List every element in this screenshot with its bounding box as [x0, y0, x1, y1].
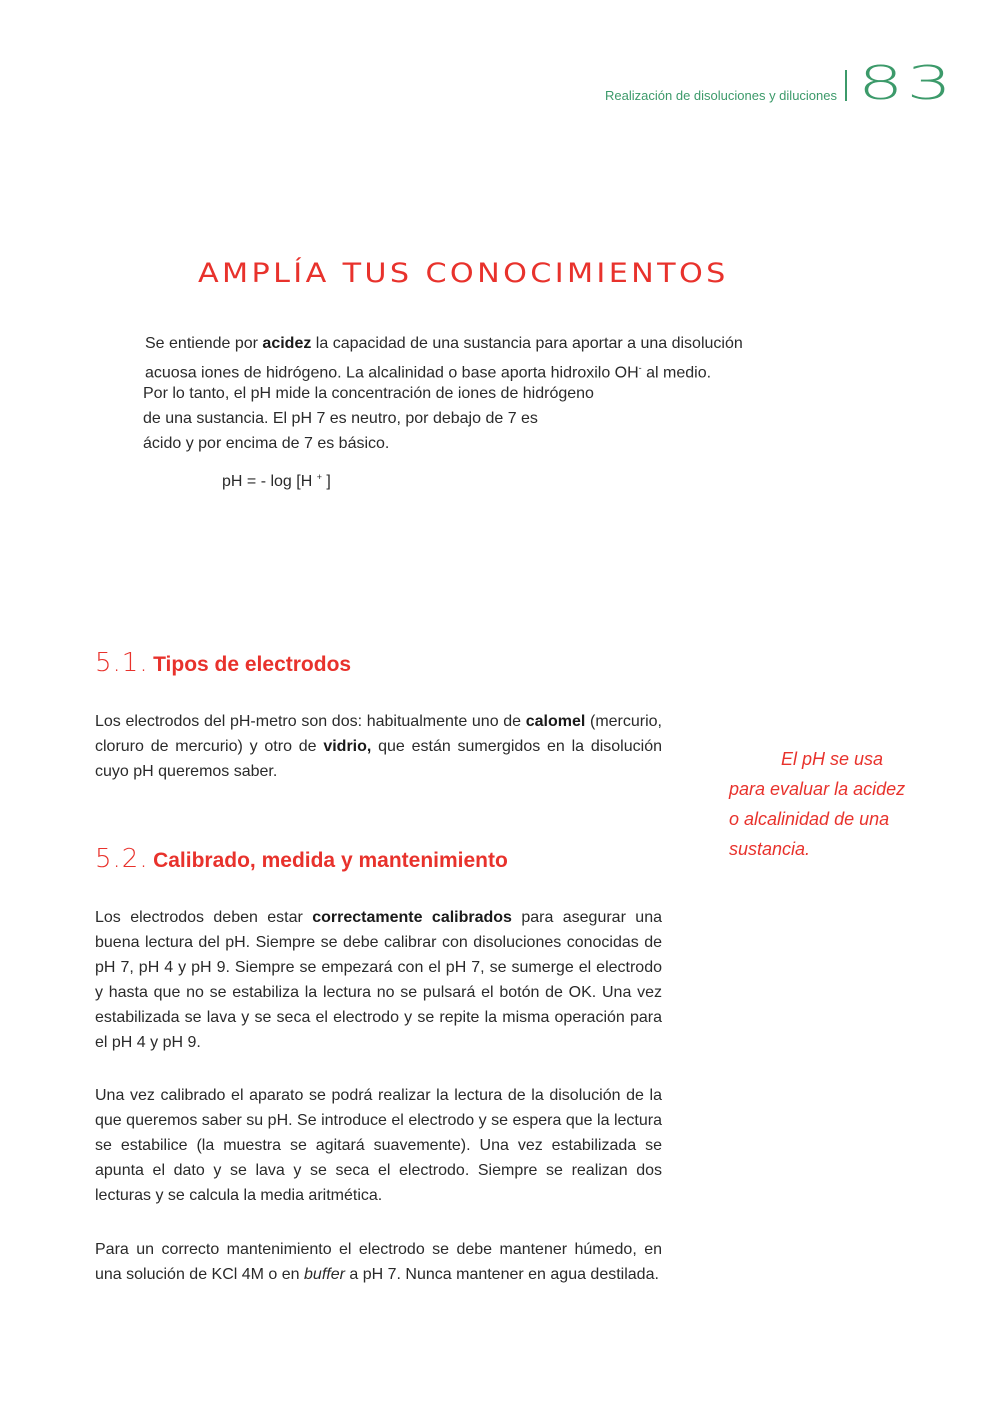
- intro-line-4: de una sustancia. El pH 7 es neutro, por debajo de 7 es: [143, 410, 538, 427]
- bold-correctamente-calibrados: correctamente calibrados: [312, 909, 512, 926]
- intro-text: al medio.: [641, 364, 712, 382]
- paragraph-text: a pH 7. Nunca mantener en agua destilada.: [344, 1266, 659, 1283]
- formula-superscript: +: [316, 472, 322, 482]
- paragraph-text: que están sumergidos en la disolución cuyo pH queremos saber.: [95, 738, 662, 780]
- intro-bold-acidez: acidez: [262, 335, 312, 352]
- intro-line-3: Por lo tanto, el pH mide la concentración de iones de hidrógeno: [143, 385, 594, 402]
- header-divider: [845, 70, 847, 101]
- main-title: AMPLÍA TUS CONOCIMIENTOS: [198, 258, 729, 289]
- section-2-paragraph-1: [95, 905, 662, 1055]
- side-note-line: para evaluar la acidez: [729, 779, 906, 799]
- page-number: 83: [858, 56, 955, 110]
- section-number: 5.1.: [95, 648, 149, 678]
- side-note: [729, 744, 929, 864]
- intro-text: Se entiende por: [145, 335, 263, 352]
- section-number: 5.2.: [95, 844, 149, 874]
- side-note-line: o alcalinidad de una: [729, 809, 890, 829]
- bold-vidrio: vidrio,: [323, 738, 372, 755]
- intro-line-5: ácido y por encima de 7 es básico.: [143, 435, 390, 452]
- intro-line-1: [145, 331, 743, 356]
- italic-buffer: buffer: [304, 1266, 345, 1283]
- intro-superscript: -: [638, 363, 642, 373]
- paragraph-text: (mercurio, cloruro de mercurio) y otro de: [95, 713, 663, 755]
- section-title: Tipos de electrodos: [153, 653, 352, 676]
- section-heading-5-2: [95, 844, 508, 874]
- section-title: Calibrado, medida y mantenimiento: [153, 849, 508, 872]
- paragraph-text: Los electrodos deben estar: [95, 909, 313, 926]
- intro-text: acuosa iones de hidrógeno. La alcalinidad o base aporta hidroxilo OH: [145, 364, 639, 382]
- section-2-paragraph-2: Una vez calibrado el aparato se podrá realizar la lectura de la disolución de la que queremos saber su pH. Se introduce el electrodo y se espera que la lectura se estabilice (la muestra se agitará suavemente). Una vez estabilizada se apunta el dato y se lava y se seca el electrodo. Siempre se realizan dos lecturas y se calcula la media aritmética.: [95, 1087, 662, 1204]
- intro-text: la capacidad de una sustancia para aportar a una disolución: [311, 335, 743, 352]
- formula-text: pH = - log [H: [222, 473, 317, 490]
- formula-text: ]: [321, 473, 331, 490]
- section-heading-5-1: [95, 648, 351, 678]
- running-head: Realización de disoluciones y diluciones: [605, 88, 837, 103]
- section-2-paragraph-3: [95, 1237, 662, 1287]
- paragraph-text: Los electrodos del pH-metro son dos: habitualmente uno de: [95, 713, 526, 730]
- ph-formula: [222, 472, 331, 491]
- paragraph-text: para asegurar una buena lectura del pH. Siempre se debe calibrar con disoluciones conocidas de pH 7, pH 4 y pH 9. Siempre se empezará con el pH 7, se sumerge el electrodo y hasta que no se estabiliza la lectura no se pulsará el botón de OK. Una vez estabilizada se lava y se seca el electrodo y se repite la misma operación para el pH 4 y pH 9.: [95, 909, 662, 1051]
- side-note-line: El pH se usa: [781, 749, 884, 769]
- paragraph-text: Para un correcto mantenimiento el electrodo se debe mantener húmedo, en una solución de KCl 4M o en: [95, 1241, 662, 1283]
- bold-calomel: calomel: [525, 713, 586, 730]
- side-note-line: sustancia.: [729, 839, 811, 859]
- section-1-paragraph: [95, 709, 662, 784]
